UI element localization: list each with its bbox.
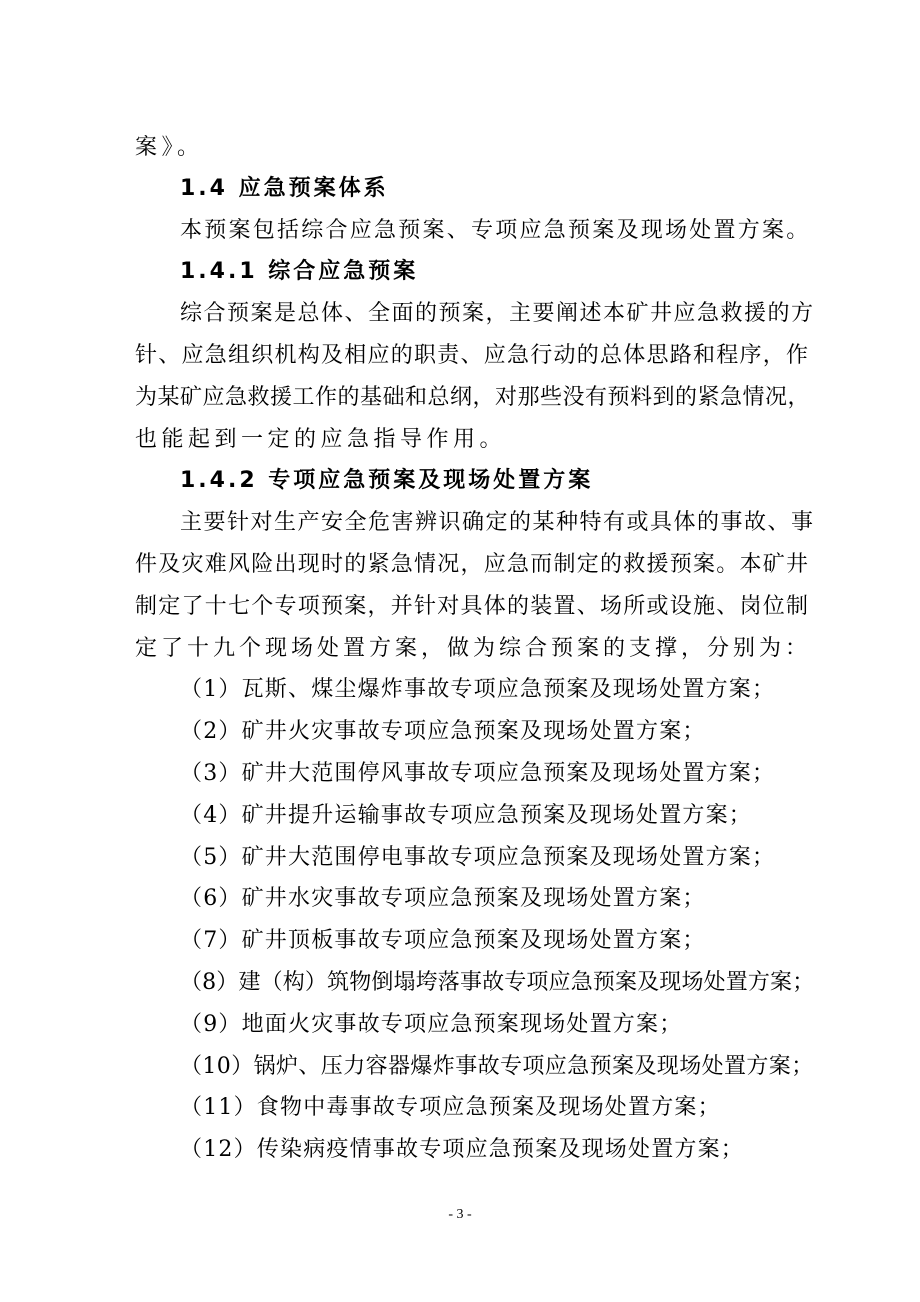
list-item: （7）矿井顶板事故专项应急预案及现场处置方案；	[180, 928, 706, 953]
list-item: （6）矿井水灾事故专项应急预案及现场处置方案；	[180, 886, 706, 911]
list-item: （3）矿井大范围停风事故专项应急预案及现场处置方案；	[180, 761, 776, 786]
list-item: （9）地面火灾事故专项应急预案现场处置方案；	[180, 1012, 683, 1037]
section-heading-1-4-1: 1.4.1 综合应急预案	[180, 259, 419, 284]
paragraph-continuation: 案》。	[135, 135, 204, 160]
list-item: （10）锅炉、压力容器爆炸事故专项应急预案及现场处置方案；	[180, 1054, 814, 1079]
list-item: （11）食物中毒事故专项应急预案及现场处置方案；	[180, 1095, 721, 1120]
paragraph-special-line-4: 定了十九个现场处置方案，做为综合预案的支撑，分别为：	[135, 636, 812, 661]
page-number: - 3 -	[448, 1207, 472, 1222]
section-heading-1-4-2: 1.4.2 专项应急预案及现场处置方案	[180, 468, 594, 493]
paragraph-system-intro: 本预案包括综合应急预案、专项应急预案及现场处置方案。	[180, 218, 811, 243]
list-item: （1）瓦斯、煤尘爆炸事故专项应急预案及现场处置方案；	[180, 677, 776, 702]
paragraph-special-line-3: 制定了十七个专项预案，并针对具体的装置、场所或设施、岗位制	[135, 594, 810, 619]
list-item: （8）建（构）筑物倒塌垮落事故专项应急预案及现场处置方案；	[180, 970, 815, 995]
list-item: （2）矿井火灾事故专项应急预案及现场处置方案；	[180, 719, 706, 744]
paragraph-special-line-2: 件及灾难风险出现时的紧急情况，应急而制定的救援预案。本矿井	[135, 552, 810, 577]
paragraph-comprehensive-line-1: 综合预案是总体、全面的预案，主要阐述本矿井应急救援的方	[180, 301, 815, 326]
paragraph-comprehensive-line-3: 为某矿应急救援工作的基础和总纲，对那些没有预料到的紧急情况，	[135, 385, 811, 410]
list-item: （4）矿井提升运输事故专项应急预案及现场处置方案；	[180, 803, 752, 828]
paragraph-special-line-1: 主要针对生产安全危害辨识确定的某种特有或具体的事故、事	[180, 510, 815, 535]
list-item: （5）矿井大范围停电事故专项应急预案及现场处置方案；	[180, 845, 776, 870]
paragraph-comprehensive-line-2: 针、应急组织机构及相应的职责、应急行动的总体思路和程序，作	[135, 343, 810, 368]
section-heading-1-4: 1.4 应急预案体系	[180, 176, 389, 201]
paragraph-comprehensive-line-4: 也能起到一定的应急指导作用。	[135, 427, 507, 452]
list-item: （12）传染病疫情事故专项应急预案及现场处置方案；	[180, 1137, 744, 1162]
